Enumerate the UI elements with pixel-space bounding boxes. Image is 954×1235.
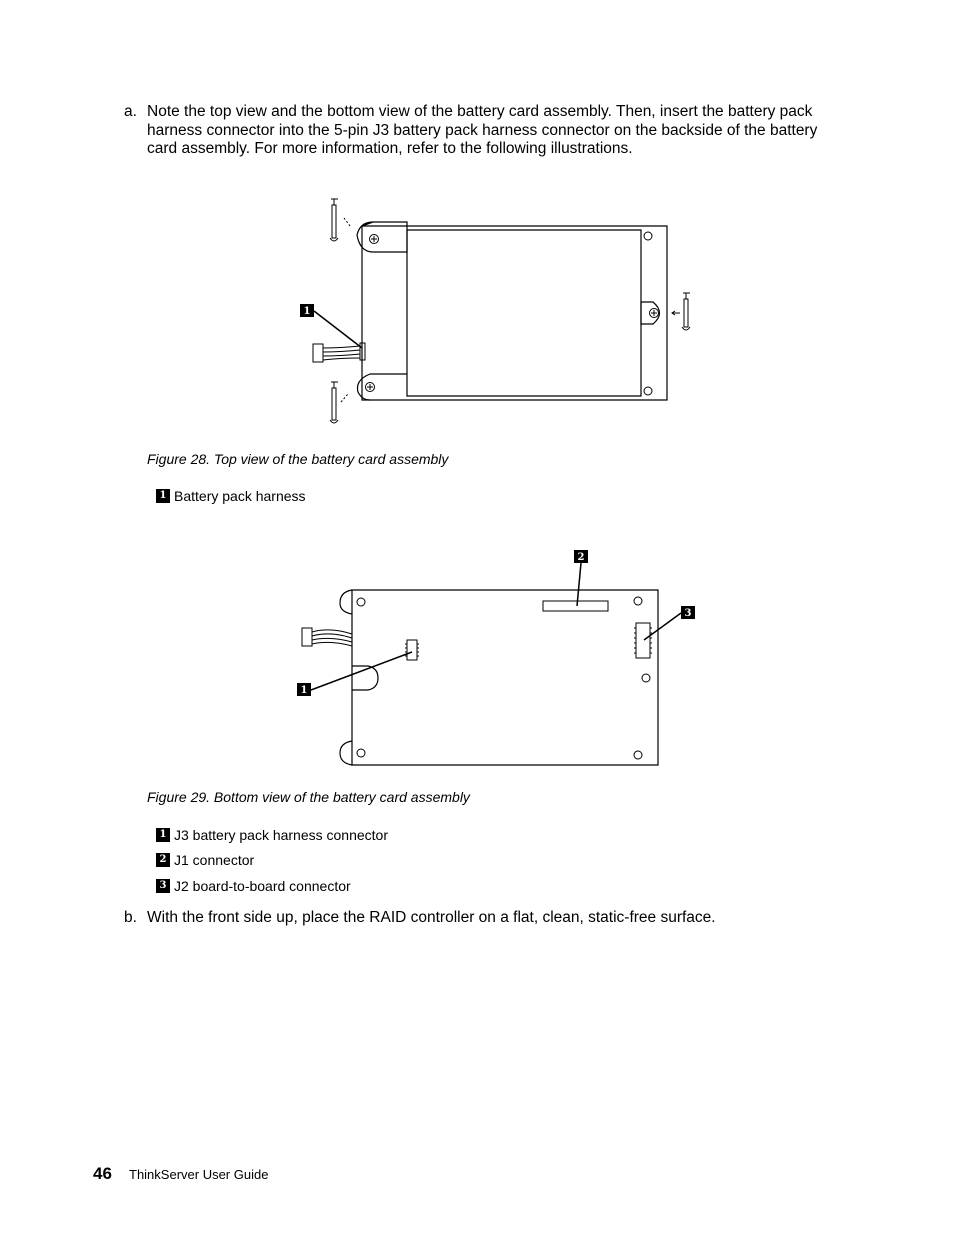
harness-plug — [313, 344, 323, 362]
screw-icon — [330, 199, 338, 241]
legend-badge: 1 — [156, 489, 170, 503]
step-a — [124, 103, 844, 159]
step-b-marker: b. — [124, 909, 137, 926]
figure-29-legend-item — [156, 877, 351, 895]
callout-1-number: 1 — [300, 685, 308, 696]
legend-label: J3 battery pack harness connector — [174, 827, 389, 843]
figure-28-legend-item — [156, 487, 306, 505]
mount-hole-icon — [644, 232, 652, 240]
battery-rect — [407, 230, 641, 396]
figure-28-caption: Figure 28. Top view of the battery card assembly — [147, 451, 449, 467]
step-a-marker: a. — [124, 103, 137, 120]
callout-1-number: 1 — [303, 306, 311, 317]
j3-connector — [407, 640, 417, 660]
callout-3 — [644, 606, 695, 640]
j1-connector — [543, 601, 608, 611]
left-tab-bottom — [340, 741, 352, 765]
left-tab-top — [340, 590, 352, 614]
step-a-text: Note the top view and the bottom view of the battery card assembly. Then, insert the battery pack harness connector into the 5-pin J3 battery pack harness connector on the backside of the battery card assembly. For more information, refer to the following illustrations. — [147, 103, 818, 157]
screw-icon — [682, 293, 690, 330]
figure-29-illustration — [0, 545, 954, 775]
figure-29-caption: Figure 29. Bottom view of the battery card assembly — [147, 789, 470, 805]
callout-3-number: 3 — [684, 608, 692, 619]
mount-hole-icon — [357, 598, 365, 606]
step-b — [124, 909, 844, 928]
step-b-text: With the front side up, place the RAID controller on a flat, clean, static-free surface. — [147, 909, 716, 926]
j2-connector — [636, 623, 650, 658]
legend-badge: 1 — [156, 828, 170, 842]
mount-hole-icon — [357, 749, 365, 757]
callout-2-number: 2 — [577, 552, 585, 563]
bottom-card-outline — [352, 590, 658, 765]
bottom-left-tab — [358, 374, 408, 400]
mount-hole-icon — [634, 751, 642, 759]
screw-icon — [330, 382, 338, 423]
harness-plug — [302, 628, 312, 646]
callout-1 — [300, 304, 362, 348]
legend-label: J2 board-to-board connector — [174, 878, 351, 894]
mount-hole-icon — [634, 597, 642, 605]
legend-badge: 2 — [156, 853, 170, 867]
figure-29-legend-item — [156, 851, 254, 869]
callout-2 — [574, 550, 588, 606]
footer-title: ThinkServer User Guide — [129, 1167, 269, 1182]
legend-badge: 3 — [156, 879, 170, 893]
mount-hole-icon — [644, 387, 652, 395]
legend-label: J1 connector — [174, 852, 255, 868]
legend-label: Battery pack harness — [174, 488, 306, 504]
mount-hole-icon — [642, 674, 650, 682]
page-number: 46 — [93, 1164, 112, 1183]
figure-29-legend-item — [156, 826, 388, 844]
top-card-outline — [362, 226, 667, 400]
figure-28-illustration — [0, 190, 954, 435]
